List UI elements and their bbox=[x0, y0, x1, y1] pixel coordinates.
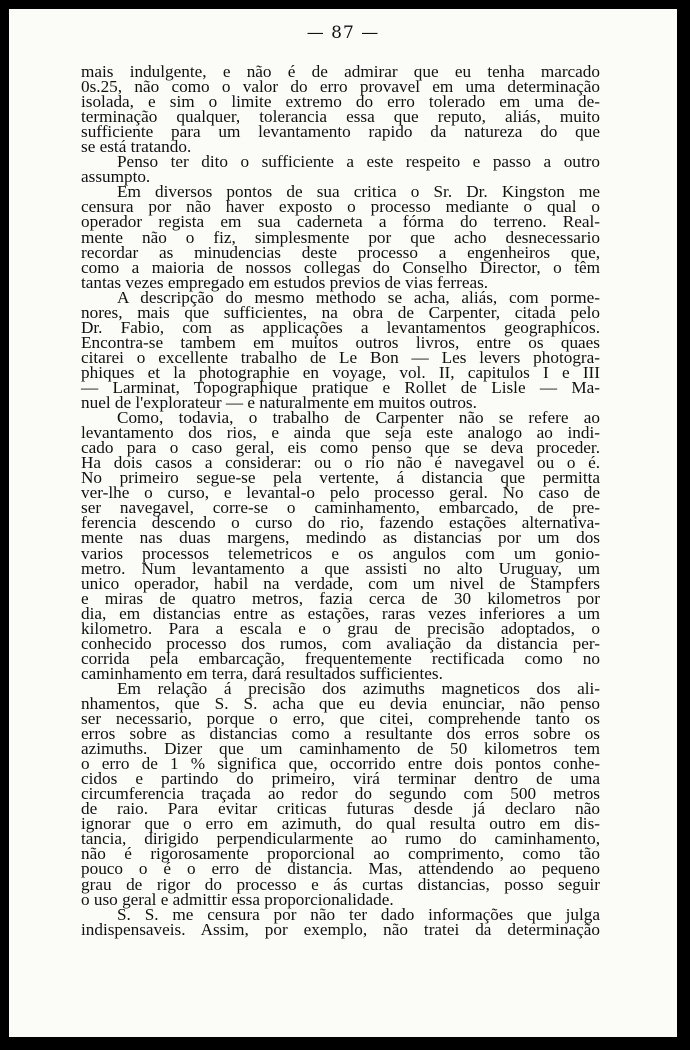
text-line: sufficiente para um levantamento rapido da natureza do que bbox=[81, 122, 600, 142]
text-line: recordar as minudencias deste processo a engenheiros que, bbox=[81, 242, 600, 262]
text-line: não é rigorosamente proporcional ao comprimento, como tão bbox=[81, 844, 600, 864]
text-line: tantas vezes empregado em estudos previos de vias ferreas. bbox=[81, 272, 489, 292]
text-line: se está tratando. bbox=[81, 137, 192, 157]
page-number: — 87 — bbox=[306, 23, 380, 43]
text-line: mais indulgente, e não é de admirar que eu tenha marcado bbox=[81, 62, 600, 81]
text-line: metro. Num levantamento a que assisti no alto Uruguay, um bbox=[81, 558, 600, 578]
text-line: kilometro. Para a escala e o grau de precisão adoptados, o bbox=[81, 618, 600, 638]
text-line: o uso geral e admittir essa proporcionalidade. bbox=[81, 889, 394, 909]
text-line: e miras de quatro metros, fazia cerca de 30 kilometros por bbox=[81, 588, 600, 608]
text-line: ignorar que o erro em azimuth, do qual resulta outro em dis- bbox=[81, 814, 600, 834]
text-line: mente nas duas margens, medindo as distancias por um dos bbox=[81, 528, 600, 548]
text-line: cado para o caso geral, eis como penso que se deva proceder. bbox=[81, 438, 600, 458]
text-line: varios processos telemetricos e os angulos com um gonio- bbox=[81, 543, 600, 563]
text-line: cidos e partindo do primeiro, virá terminar dentro de uma bbox=[81, 769, 600, 789]
text-line: indispensaveis. Assim, por exemplo, não tratei da determinação bbox=[81, 919, 600, 939]
text-line: pouco o é o erro de distancia. Mas, attendendo ao pequeno bbox=[81, 859, 600, 879]
text-line: circumferencia traçada ao redor do segundo com 500 metros bbox=[81, 784, 600, 804]
text-line: terminação qualquer, tolerancia essa que reputo, aliás, muito bbox=[81, 107, 600, 127]
text-line: corrida pela embarcação, frequentemente rectificada como no bbox=[81, 648, 600, 668]
text-line: mente não o fiz, simplesmente por que acho desnecessario bbox=[81, 227, 600, 247]
text-line: ferencia descendo o curso do rio, fazendo estações alternativa- bbox=[81, 513, 600, 533]
text-line: o erro de 1 % significa que, occorrido entre dois pontos conhe- bbox=[81, 754, 600, 774]
text-line: nores, mais que sufficientes, na obra de Carpenter, citada pelo bbox=[81, 302, 600, 322]
text-line: citarei o excellente trabalho de Le Bon — Les levers photogra- bbox=[81, 347, 600, 367]
text-line: Como, todavia, o trabalho de Carpenter não se refere ao bbox=[117, 408, 600, 428]
text-line: Ha dois casos a considerar: ou o rio não é navegavel ou o é. bbox=[81, 453, 600, 473]
text-line: Em relação á precisão dos azimuths magneticos dos ali- bbox=[117, 678, 600, 698]
text-line: levantamento dos rios, e ainda que seja este analogo ao indi- bbox=[81, 423, 600, 443]
text-line: azimuths. Dizer que um caminhamento de 50 kilometros tem bbox=[81, 739, 600, 759]
text-line: de raio. Para evitar criticas futuras desde já declaro não bbox=[81, 799, 600, 819]
text-line: assumpto. bbox=[81, 167, 151, 187]
text-line: — Larminat, Topographique pratique e Rollet de Lisle — Ma- bbox=[81, 377, 600, 397]
text-line: ser necessario, porque o erro, que citei, comprehende tanto os bbox=[81, 709, 600, 729]
text-line: No primeiro segue-se pela vertente, á distancia que permitta bbox=[81, 468, 600, 488]
text-line: grau de rigor do processo e ás curtas distancias, posso seguir bbox=[81, 874, 600, 894]
text-line: A descripção do mesmo methodo se acha, aliás, com porme- bbox=[117, 287, 600, 307]
text-line: nhamentos, que S. S. acha que eu devia enunciar, não penso bbox=[81, 693, 600, 713]
text-line: unico operador, habil na verdade, com um nivel de Stampfers bbox=[81, 573, 600, 593]
text-line: caminhamento em terra, dará resultados sufficientes. bbox=[81, 663, 443, 683]
text-line: operador regista em sua caderneta a fórma do terreno. Real- bbox=[81, 212, 600, 232]
text-line: tancia, dirigido perpendicularmente ao rumo do caminhamento, bbox=[81, 829, 600, 849]
text-line: Penso ter dito o sufficiente a este respeito e passo a outro bbox=[117, 152, 600, 172]
text-line: erros sobre as distancias como a resultante dos erros sobre os bbox=[81, 724, 600, 744]
text-line: como a maioria de nossos collegas do Conselho Director, o têm bbox=[81, 257, 600, 277]
text-line: S. S. me censura por não ter dado informações que julga bbox=[117, 904, 600, 924]
text-line: censura por não haver exposto o processo mediante o qual o bbox=[81, 197, 600, 217]
book-page bbox=[9, 9, 677, 1037]
text-line: ver-lhe o curso, e levantal-o pelo processo geral. No caso de bbox=[81, 483, 600, 503]
text-line: ser navegavel, corre-se o caminhamento, embarcado, de pre- bbox=[81, 498, 600, 518]
text-line: isolada, e sim o limite extremo do erro tolerado em uma de- bbox=[81, 92, 600, 112]
text-line: 0s.25, não como o valor do erro provavel em uma determinação bbox=[81, 77, 600, 97]
text-line: phiques et la photographie en voyage, vol. II, capitulos I e III bbox=[81, 362, 600, 382]
text-line: conhecido processo dos rumos, com avaliação da distancia per- bbox=[81, 633, 600, 653]
text-line: Dr. Fabio, com as applicações a levantamentos geographicos. bbox=[81, 317, 600, 337]
text-line: Encontra-se tambem em muitos outros livros, entre os quaes bbox=[81, 332, 600, 352]
text-line: Em diversos pontos de sua critica o Sr. Dr. Kingston me bbox=[117, 182, 600, 202]
text-line: dia, em distancias entre as estações, raras vezes inferiores a um bbox=[81, 603, 600, 623]
body-text bbox=[81, 64, 600, 937]
text-line: nuel de l'explorateur — e naturalmente em muitos outros. bbox=[81, 393, 477, 413]
